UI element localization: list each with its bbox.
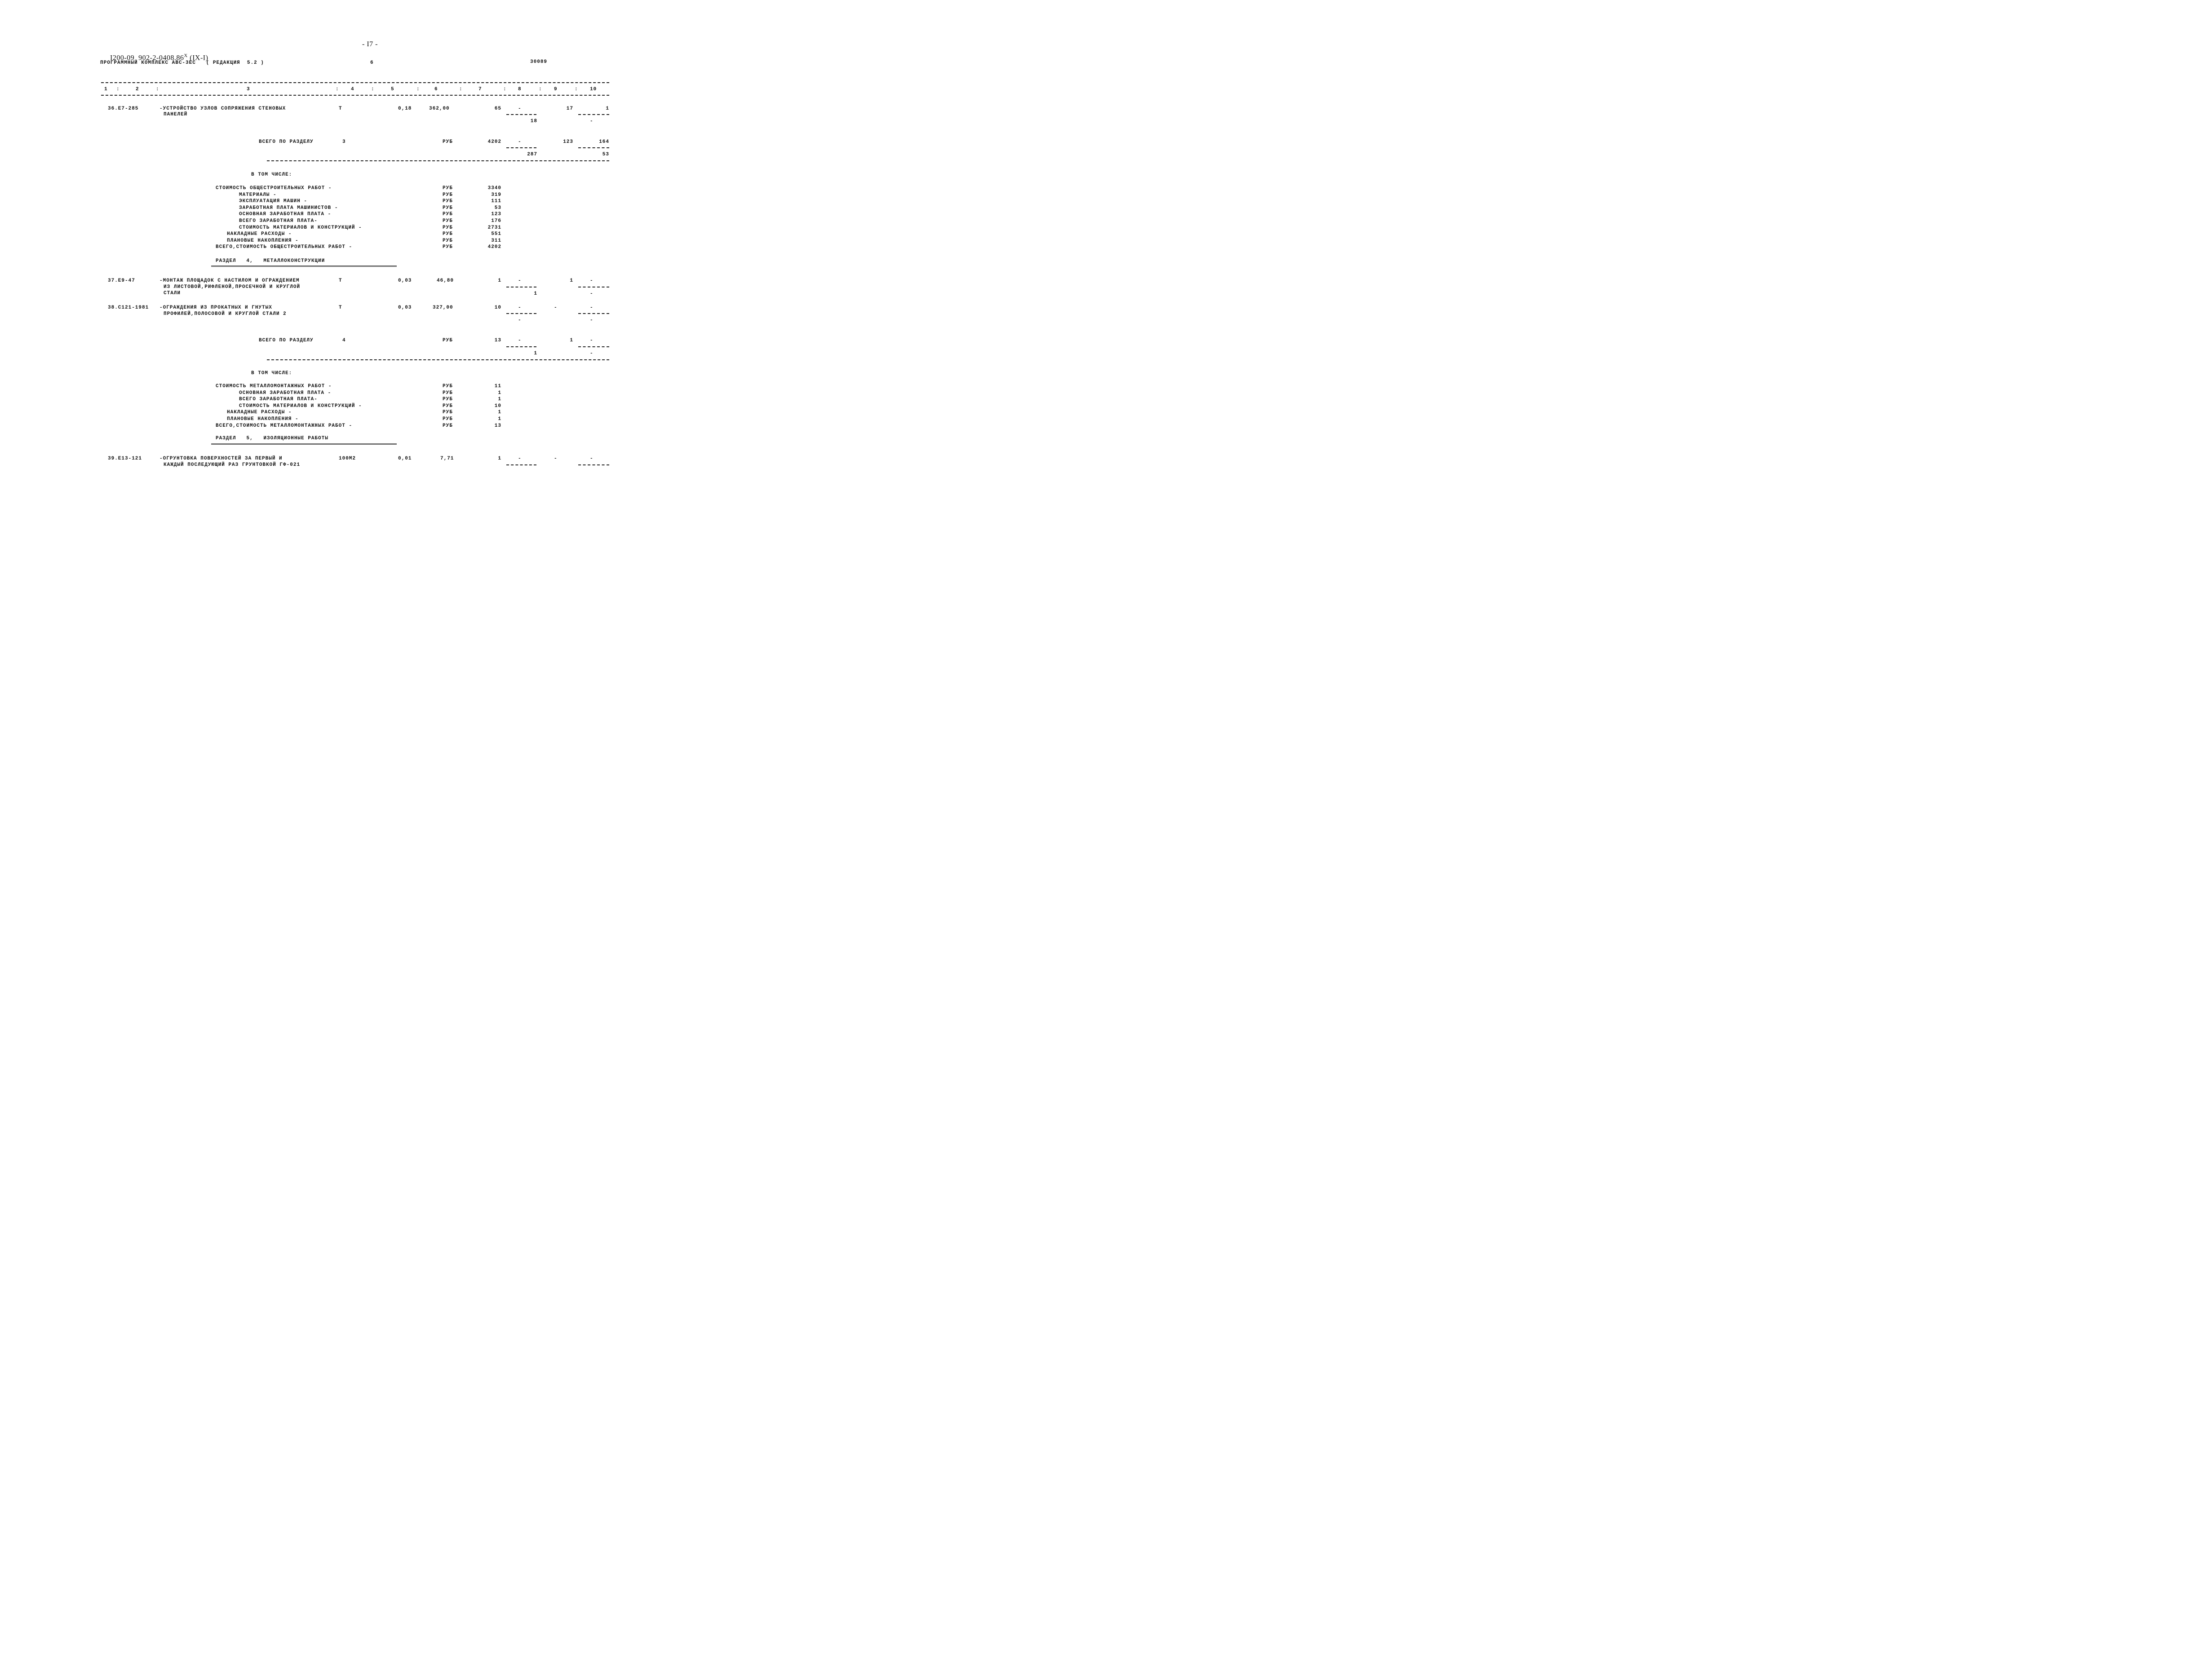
breakdown-value: 176 bbox=[491, 218, 501, 224]
total-col10: - bbox=[590, 338, 594, 343]
cell-divider bbox=[506, 346, 536, 347]
row-quantity: 0,03 bbox=[398, 278, 412, 283]
row-price: 7,71 bbox=[440, 456, 454, 461]
column-header: 8 bbox=[518, 87, 522, 92]
row-col8-lower: 1 bbox=[534, 291, 537, 296]
row-col10: - bbox=[590, 278, 594, 283]
row-description: КАЖДЫЙ ПОСЛЕДУЮЩИЙ РАЗ ГРУНТОВКОЙ ГФ-021 bbox=[164, 462, 301, 468]
breakdown-label: ЗАРАБОТНАЯ ПЛАТА МАШИНИСТОВ - bbox=[239, 205, 338, 211]
column-separator: : bbox=[336, 87, 339, 92]
column-header: 3 bbox=[247, 87, 250, 92]
total-col10-lower: 53 bbox=[602, 152, 609, 157]
sheet-number: 6 bbox=[370, 60, 374, 66]
breakdown-label: СТОИМОСТЬ МАТЕРИАЛОВ И КОНСТРУКЦИЙ - bbox=[239, 403, 362, 409]
cell-divider bbox=[578, 464, 609, 465]
breakdown-label: ПЛАНОВЫЕ НАКОПЛЕНИЯ - bbox=[227, 416, 299, 422]
document-id: 30089 bbox=[530, 59, 548, 65]
row-col8: - bbox=[518, 456, 522, 461]
breakdown-unit: РУБ bbox=[443, 423, 453, 429]
breakdown-label: ОСНОВНАЯ ЗАРАБОТНАЯ ПЛАТА - bbox=[239, 390, 332, 396]
row-quantity: 0,03 bbox=[398, 305, 412, 310]
row-unit: Т bbox=[339, 305, 342, 310]
row-col8: - bbox=[518, 305, 522, 310]
breakdown-value: 53 bbox=[494, 205, 501, 211]
row-col8: - bbox=[518, 106, 522, 111]
row-col9: 1 bbox=[570, 278, 573, 283]
row-description: -ОГРАЖДЕНИЯ ИЗ ПРОКАТНЫХ И ГНУТЫХ bbox=[159, 305, 272, 310]
column-header: 9 bbox=[554, 87, 558, 92]
column-header: 4 bbox=[351, 87, 354, 92]
cell-divider bbox=[506, 464, 536, 465]
breakdown-unit: РУБ bbox=[443, 192, 453, 198]
column-header: 2 bbox=[136, 87, 139, 92]
breakdown-value: 2731 bbox=[487, 225, 501, 230]
total-value: 13 bbox=[494, 338, 501, 343]
row-total: 10 bbox=[494, 305, 501, 310]
column-separator: : bbox=[503, 87, 507, 92]
row-price: 327,00 bbox=[433, 305, 453, 310]
total-unit: РУБ bbox=[443, 338, 453, 343]
total-value: 4202 bbox=[487, 139, 501, 145]
row-col9: 17 bbox=[566, 106, 573, 111]
row-col10: - bbox=[590, 456, 594, 461]
breakdown-unit: РУБ bbox=[443, 218, 453, 224]
breakdown-unit: РУБ bbox=[443, 199, 453, 204]
row-description: ИЗ ЛИСТОВОЙ,РИФЛЕНОЙ,ПРОСЕЧНОЙ И КРУГЛОЙ bbox=[164, 284, 301, 290]
breakdown-value: 1 bbox=[498, 410, 501, 416]
row-description: СТАЛИ bbox=[164, 291, 181, 296]
breakdown-unit: РУБ bbox=[443, 231, 453, 237]
breakdown-unit: РУБ bbox=[443, 238, 453, 243]
row-code: 39.Е13-121 bbox=[108, 456, 142, 461]
row-col10-lower: - bbox=[590, 318, 594, 323]
breakdown-label: СТОИМОСТЬ МАТЕРИАЛОВ И КОНСТРУКЦИЙ - bbox=[239, 225, 362, 230]
page-number: - I7 - bbox=[362, 40, 378, 48]
breakdown-unit: РУБ bbox=[443, 244, 453, 250]
document-code bbox=[106, 44, 208, 62]
breakdown-unit: РУБ bbox=[443, 390, 453, 396]
breakdown-label: НАКЛАДНЫЕ РАСХОДЫ - bbox=[227, 410, 292, 416]
row-unit: 100М2 bbox=[339, 456, 356, 461]
breakdown-value: 13 bbox=[494, 423, 501, 429]
breakdown-unit: РУБ bbox=[443, 186, 453, 191]
breakdown-label: ПЛАНОВЫЕ НАКОПЛЕНИЯ - bbox=[227, 238, 299, 243]
breakdown-label: МАТЕРИАЛЫ - bbox=[239, 192, 277, 198]
breakdown-unit: РУБ bbox=[443, 205, 453, 211]
breakdown-unit: РУБ bbox=[443, 225, 453, 230]
row-col10: - bbox=[590, 305, 594, 310]
breakdown-value: 1 bbox=[498, 416, 501, 422]
breakdown-value: 11 bbox=[494, 384, 501, 389]
total-section: 4 bbox=[342, 338, 346, 343]
row-price: 362,00 bbox=[429, 106, 450, 111]
total-label: ВСЕГО ПО РАЗДЕЛУ bbox=[259, 338, 314, 343]
breakdown-value: 1 bbox=[498, 390, 501, 396]
total-col9: 1 bbox=[570, 338, 573, 343]
including-label: В ТОМ ЧИСЛЕ: bbox=[251, 371, 292, 376]
row-col10: 1 bbox=[606, 106, 609, 111]
breakdown-value: 551 bbox=[491, 231, 501, 237]
breakdown-unit: РУБ bbox=[443, 212, 453, 217]
breakdown-value: 4202 bbox=[487, 244, 501, 250]
column-header: 5 bbox=[391, 87, 394, 92]
doc-code-superscript: X bbox=[184, 53, 188, 58]
breakdown-value: 311 bbox=[491, 238, 501, 243]
column-separator: : bbox=[416, 87, 420, 92]
cell-divider bbox=[578, 114, 609, 115]
breakdown-value: 1 bbox=[498, 397, 501, 402]
row-total: 65 bbox=[494, 106, 501, 111]
breakdown-label: ЭКСПЛУАТАЦИЯ МАШИН - bbox=[239, 199, 308, 204]
cell-divider bbox=[506, 147, 536, 148]
total-rule bbox=[267, 359, 609, 360]
row-col10-lower: - bbox=[590, 119, 594, 124]
row-quantity: 0,18 bbox=[398, 106, 412, 111]
column-header: 1 bbox=[104, 87, 108, 92]
breakdown-label: ВСЕГО,СТОИМОСТЬ МЕТАЛЛОМОНТАЖНЫХ РАБОТ - bbox=[216, 423, 353, 429]
total-col8: - bbox=[518, 338, 522, 343]
doc-code-text: I200-09 902-2-0408.86 bbox=[110, 54, 184, 62]
program-name: ПРОГРАММНЫЙ КОМПЛЕКС АВС-3ЕС ( РЕДАКЦИЯ 5.2 ) bbox=[100, 60, 264, 66]
row-description: -УСТРОЙСТВО УЗЛОВ СОПРЯЖЕНИЯ СТЕНОВЫХ bbox=[159, 106, 286, 111]
cell-divider bbox=[506, 313, 536, 314]
column-separator: : bbox=[539, 87, 542, 92]
row-description: -ОГРУНТОВКА ПОВЕРХНОСТЕЙ ЗА ПЕРВЫЙ И bbox=[159, 456, 283, 461]
table-header-rule bbox=[101, 95, 609, 96]
breakdown-value: 123 bbox=[491, 212, 501, 217]
section-underline bbox=[211, 443, 397, 445]
row-col8-lower: 18 bbox=[530, 119, 537, 124]
breakdown-value: 3340 bbox=[487, 186, 501, 191]
breakdown-unit: РУБ bbox=[443, 410, 453, 416]
breakdown-label: СТОИМОСТЬ МЕТАЛЛОМОНТАЖНЫХ РАБОТ - bbox=[216, 384, 332, 389]
doc-code-suffix: (IX-I) bbox=[190, 54, 208, 62]
row-total: 1 bbox=[498, 456, 501, 461]
column-separator: : bbox=[575, 87, 578, 92]
column-header: 6 bbox=[434, 87, 438, 92]
total-col8-lower: 1 bbox=[534, 351, 537, 356]
including-label: В ТОМ ЧИСЛЕ: bbox=[251, 172, 292, 177]
total-col8: - bbox=[518, 139, 522, 145]
column-separator: : bbox=[116, 87, 120, 92]
total-label: ВСЕГО ПО РАЗДЕЛУ bbox=[259, 139, 314, 145]
column-separator: : bbox=[459, 87, 463, 92]
breakdown-label: ВСЕГО,СТОИМОСТЬ ОБЩЕСТРОИТЕЛЬНЫХ РАБОТ - bbox=[216, 244, 353, 250]
total-col8-lower: 287 bbox=[527, 152, 537, 157]
breakdown-unit: РУБ bbox=[443, 384, 453, 389]
row-description: ПАНЕЛЕЙ bbox=[164, 112, 188, 117]
section-title: РАЗДЕЛ 5, ИЗОЛЯЦИОННЫЕ РАБОТЫ bbox=[216, 436, 328, 441]
breakdown-value: 319 bbox=[491, 192, 501, 198]
row-col8-lower: - bbox=[518, 318, 522, 323]
breakdown-unit: РУБ bbox=[443, 416, 453, 422]
row-quantity: 0,01 bbox=[398, 456, 412, 461]
total-rule bbox=[267, 160, 609, 161]
row-code: 38.С121-1981 bbox=[108, 305, 149, 310]
row-unit: Т bbox=[339, 106, 342, 111]
breakdown-label: ВСЕГО ЗАРАБОТНАЯ ПЛАТА- bbox=[239, 218, 318, 224]
row-col9: - bbox=[554, 305, 558, 310]
breakdown-value: 10 bbox=[494, 403, 501, 409]
cell-divider bbox=[578, 346, 609, 347]
row-code: 37.Е9-47 bbox=[108, 278, 135, 283]
breakdown-label: НАКЛАДНЫЕ РАСХОДЫ - bbox=[227, 231, 292, 237]
row-total: 1 bbox=[498, 278, 501, 283]
row-description: -МОНТАЖ ПЛОЩАДОК С НАСТИЛОМ И ОГРАЖДЕНИЕМ bbox=[159, 278, 300, 283]
breakdown-label: СТОИМОСТЬ ОБЩЕСТРОИТЕЛЬНЫХ РАБОТ - bbox=[216, 186, 332, 191]
cell-divider bbox=[578, 147, 609, 148]
column-header: 10 bbox=[590, 87, 597, 92]
section-title: РАЗДЕЛ 4, МЕТАЛЛОКОНСТРУКЦИИ bbox=[216, 258, 325, 264]
column-separator: : bbox=[371, 87, 375, 92]
row-col8: - bbox=[518, 278, 522, 283]
table-top-rule bbox=[101, 82, 609, 83]
total-col10: 164 bbox=[599, 139, 609, 145]
cell-divider bbox=[578, 313, 609, 314]
total-col10-lower: - bbox=[590, 351, 594, 356]
breakdown-label: ВСЕГО ЗАРАБОТНАЯ ПЛАТА- bbox=[239, 397, 318, 402]
row-unit: Т bbox=[339, 278, 342, 283]
row-description: ПРОФИЛЕЙ,ПОЛОСОВОЙ И КРУГЛОЙ СТАЛИ 2 bbox=[164, 311, 287, 317]
total-section: 3 bbox=[342, 139, 346, 145]
total-col9: 123 bbox=[563, 139, 573, 145]
row-col10-lower: - bbox=[590, 291, 594, 296]
cell-divider bbox=[506, 114, 536, 115]
row-price: 46,80 bbox=[437, 278, 454, 283]
column-header: 7 bbox=[478, 87, 482, 92]
row-col9: - bbox=[554, 456, 558, 461]
breakdown-value: 111 bbox=[491, 199, 501, 204]
breakdown-unit: РУБ bbox=[443, 397, 453, 402]
section-underline bbox=[211, 265, 397, 267]
total-unit: РУБ bbox=[443, 139, 453, 145]
column-separator: : bbox=[156, 87, 159, 92]
row-code: 36.Е7-285 bbox=[108, 106, 139, 111]
breakdown-label: ОСНОВНАЯ ЗАРАБОТНАЯ ПЛАТА - bbox=[239, 212, 332, 217]
breakdown-unit: РУБ bbox=[443, 403, 453, 409]
